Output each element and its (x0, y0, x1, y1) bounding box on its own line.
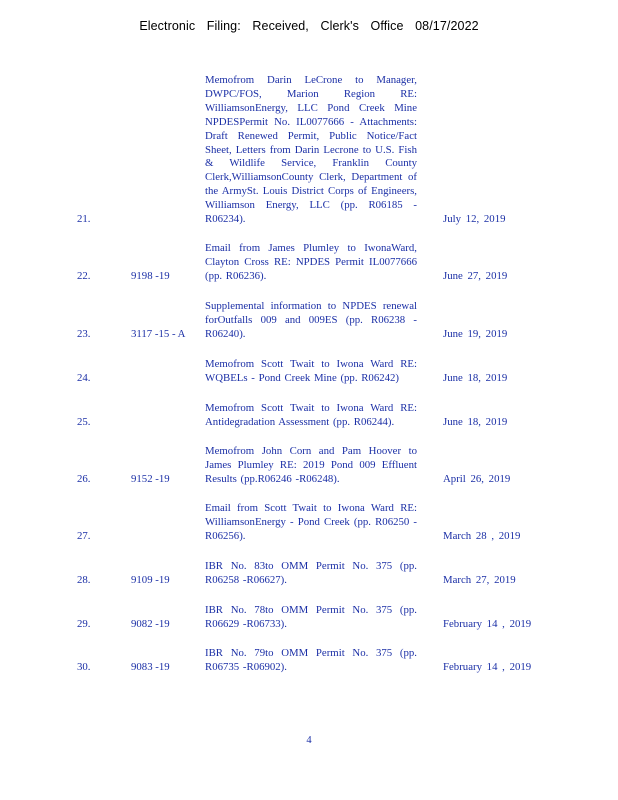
entry-description: Supplemental information to NPDES renewal forOutfalls 009 and 009ES (pp. R06238 -R06240). (205, 300, 417, 341)
entry-number: 30. (77, 661, 91, 674)
document-number: 9152 -19 (131, 473, 170, 486)
document-number: 9082 -19 (131, 618, 170, 631)
entry-number: 28. (77, 574, 91, 587)
entry-date: July 12, 2019 (443, 213, 506, 226)
entry-description: IBR No. 83to OMM Permit No. 375 (pp. R06258 -R06627). (205, 560, 417, 587)
entry-description: Memofrom Scott Twait to Iwona Ward RE: WQBELs - Pond Creek Mine (pp. R06242) (205, 358, 417, 385)
entry-number: 24. (77, 372, 91, 385)
document-number: 9198 -19 (131, 270, 170, 283)
entry-description: Memofrom Darin LeCrone to Manager, DWPC/FOS, Marion Region RE: WilliamsonEnergy, LLC Pond Creek Mine NPDESPermit No. IL0077666 - Attachments: Draft Renewed Permit, Public Notice/Fact Sheet, Letters from Darin Lecrone to U.S. Fish & Wildlife Service, Franklin County Clerk,WilliamsonCounty Clerk, Department of the ArmySt. Louis District Corps of Engineers, Williamson Energy, LLC (pp. R06185 -R06234). (205, 74, 417, 226)
filing-header: Electronic Filing: Received, Clerk's Office 08/17/2022 (139, 19, 479, 33)
entry-date: June 27, 2019 (443, 270, 508, 283)
entry-date: March 28 , 2019 (443, 530, 521, 543)
document-number: 9083 -19 (131, 661, 170, 674)
entry-description: Memofrom Scott Twait to Iwona Ward RE: Antidegradation Assessment (pp. R06244). (205, 402, 417, 429)
entry-date: February 14 , 2019 (443, 661, 532, 674)
entry-number: 29. (77, 618, 91, 631)
entry-date: June 18, 2019 (443, 416, 508, 429)
entry-description: IBR No. 78to OMM Permit No. 375 (pp. R06629 -R06733). (205, 604, 417, 631)
entry-date: April 26, 2019 (443, 473, 511, 486)
entry-description: Email from Scott Twait to Iwona Ward RE: WilliamsonEnergy - Pond Creek (pp. R06250 -R06256). (205, 502, 417, 543)
entry-date: June 18, 2019 (443, 372, 508, 385)
entry-description: Email from James Plumley to IwonaWard, Clayton Cross RE: NPDES Permit IL0077666 (pp. R06236). (205, 242, 417, 283)
document-number: 3117 -15 - A (131, 328, 186, 341)
entry-date: February 14 , 2019 (443, 618, 532, 631)
entry-description: IBR No. 79to OMM Permit No. 375 (pp. R06735 -R06902). (205, 647, 417, 674)
entry-description: Memofrom John Corn and Pam Hoover to James Plumley RE: 2019 Pond 009 Effluent Results (pp.R06246 -R06248). (205, 445, 417, 486)
entry-number: 21. (77, 213, 91, 226)
entry-number: 22. (77, 270, 91, 283)
page-number: 4 (306, 735, 312, 746)
entry-number: 26. (77, 473, 91, 486)
entry-date: June 19, 2019 (443, 328, 508, 341)
entry-number: 23. (77, 328, 91, 341)
document-number: 9109 -19 (131, 574, 170, 587)
entry-number: 27. (77, 530, 91, 543)
entry-date: March 27, 2019 (443, 574, 516, 587)
entry-number: 25. (77, 416, 91, 429)
